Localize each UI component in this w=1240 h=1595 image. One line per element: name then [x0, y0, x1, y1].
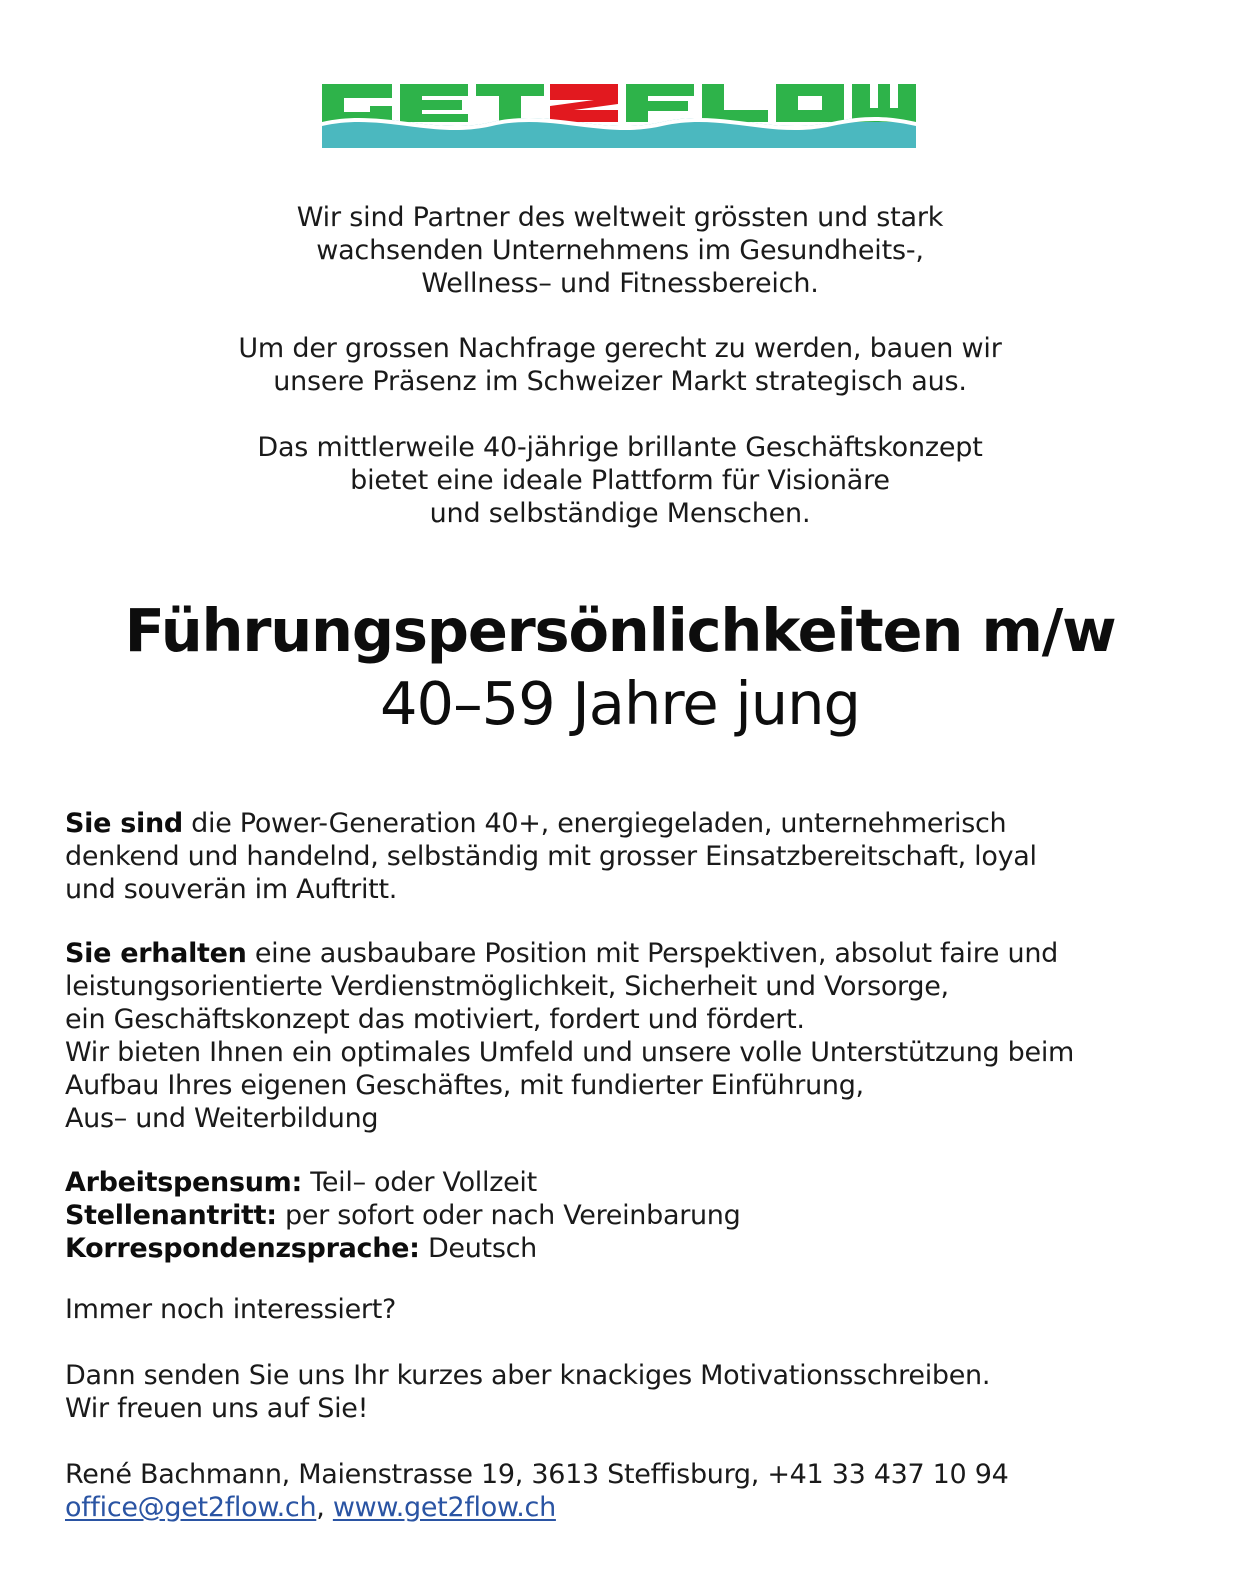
sie-erhalten-section	[65, 937, 1195, 1135]
detail-value: Deutsch	[419, 1233, 537, 1264]
intro-line: Wir sind Partner des weltweit grössten und stark	[296, 202, 944, 233]
intro-line: Um der grossen Nachfrage gerecht zu werden, bauen wir	[238, 333, 1002, 364]
detail-language	[65, 1232, 1195, 1265]
sie-sind-line	[65, 807, 1195, 840]
email-link[interactable]: office@get2flow.ch	[65, 1492, 317, 1523]
get2flow-logo	[322, 78, 916, 148]
intro-line: wachsenden Unternehmens im Gesundheits-,	[316, 235, 924, 266]
intro-line: unsere Präsenz im Schweizer Markt strategisch aus.	[273, 366, 967, 397]
interest-question	[65, 1293, 1195, 1326]
job-title: Führungspersönlichkeiten m/w	[124, 596, 1116, 665]
detail-workload	[65, 1166, 1195, 1199]
detail-value: per sofort oder nach Vereinbarung	[276, 1200, 741, 1231]
detail-start-date	[65, 1199, 1195, 1232]
website-link[interactable]: www.get2flow.ch	[332, 1492, 556, 1523]
contact-links	[65, 1491, 1195, 1524]
sie-erhalten-line	[65, 937, 1195, 970]
intro-line: und selbständige Menschen.	[429, 498, 811, 529]
intro-paragraph-3	[120, 431, 1120, 530]
sie-erhalten-line: ein Geschäftskonzept das motiviert, fordert und fördert.	[65, 1004, 805, 1035]
intro-paragraph-1	[120, 201, 1120, 300]
sie-sind-line: und souverän im Auftritt.	[65, 874, 398, 905]
sie-sind-label: Sie sind	[65, 808, 183, 839]
sie-sind-text: die Power-Generation 40+, energiegeladen, unternehmerisch	[182, 808, 1007, 839]
cta-line: Dann senden Sie uns Ihr kurzes aber knackiges Motivationsschreiben.	[65, 1360, 991, 1391]
sie-erhalten-line: leistungsorientierte Verdienstmöglichkeit, Sicherheit und Vorsorge,	[65, 971, 949, 1002]
job-details	[65, 1166, 1195, 1265]
age-range-subtitle: 40–59 Jahre jung	[380, 669, 860, 738]
sie-erhalten-text: eine ausbaubare Position mit Perspektiven, absolut faire und	[246, 938, 1058, 969]
detail-label: Arbeitspensum:	[65, 1167, 302, 1198]
link-separator: ,	[316, 1492, 333, 1523]
detail-label: Korrespondenzsprache:	[65, 1233, 420, 1264]
contact-address: René Bachmann, Maienstrasse 19, 3613 Steffisburg, +41 33 437 10 94	[65, 1459, 1009, 1490]
sie-erhalten-line: Aufbau Ihres eigenen Geschäftes, mit fundierter Einführung,	[65, 1070, 864, 1101]
detail-value: Teil– oder Vollzeit	[301, 1167, 537, 1198]
detail-label: Stellenantritt:	[65, 1200, 277, 1231]
question-text: Immer noch interessiert?	[65, 1294, 397, 1325]
sie-sind-section	[65, 807, 1195, 906]
sie-erhalten-line: Aus– und Weiterbildung	[65, 1103, 379, 1134]
intro-paragraph-2	[120, 332, 1120, 398]
call-to-action	[65, 1359, 1195, 1425]
cta-line: Wir freuen uns auf Sie!	[65, 1393, 369, 1424]
intro-line: Das mittlerweile 40-jährige brillante Geschäftskonzept	[257, 432, 983, 463]
contact-info	[65, 1458, 1195, 1524]
intro-line: bietet eine ideale Plattform für Visionäre	[350, 465, 890, 496]
sie-erhalten-line: Wir bieten Ihnen ein optimales Umfeld und unsere volle Unterstützung beim	[65, 1037, 1075, 1068]
intro-line: Wellness– und Fitnessbereich.	[421, 268, 819, 299]
sie-sind-line: denkend und handelnd, selbständig mit grosser Einsatzbereitschaft, loyal	[65, 841, 1037, 872]
sie-erhalten-label: Sie erhalten	[65, 938, 247, 969]
